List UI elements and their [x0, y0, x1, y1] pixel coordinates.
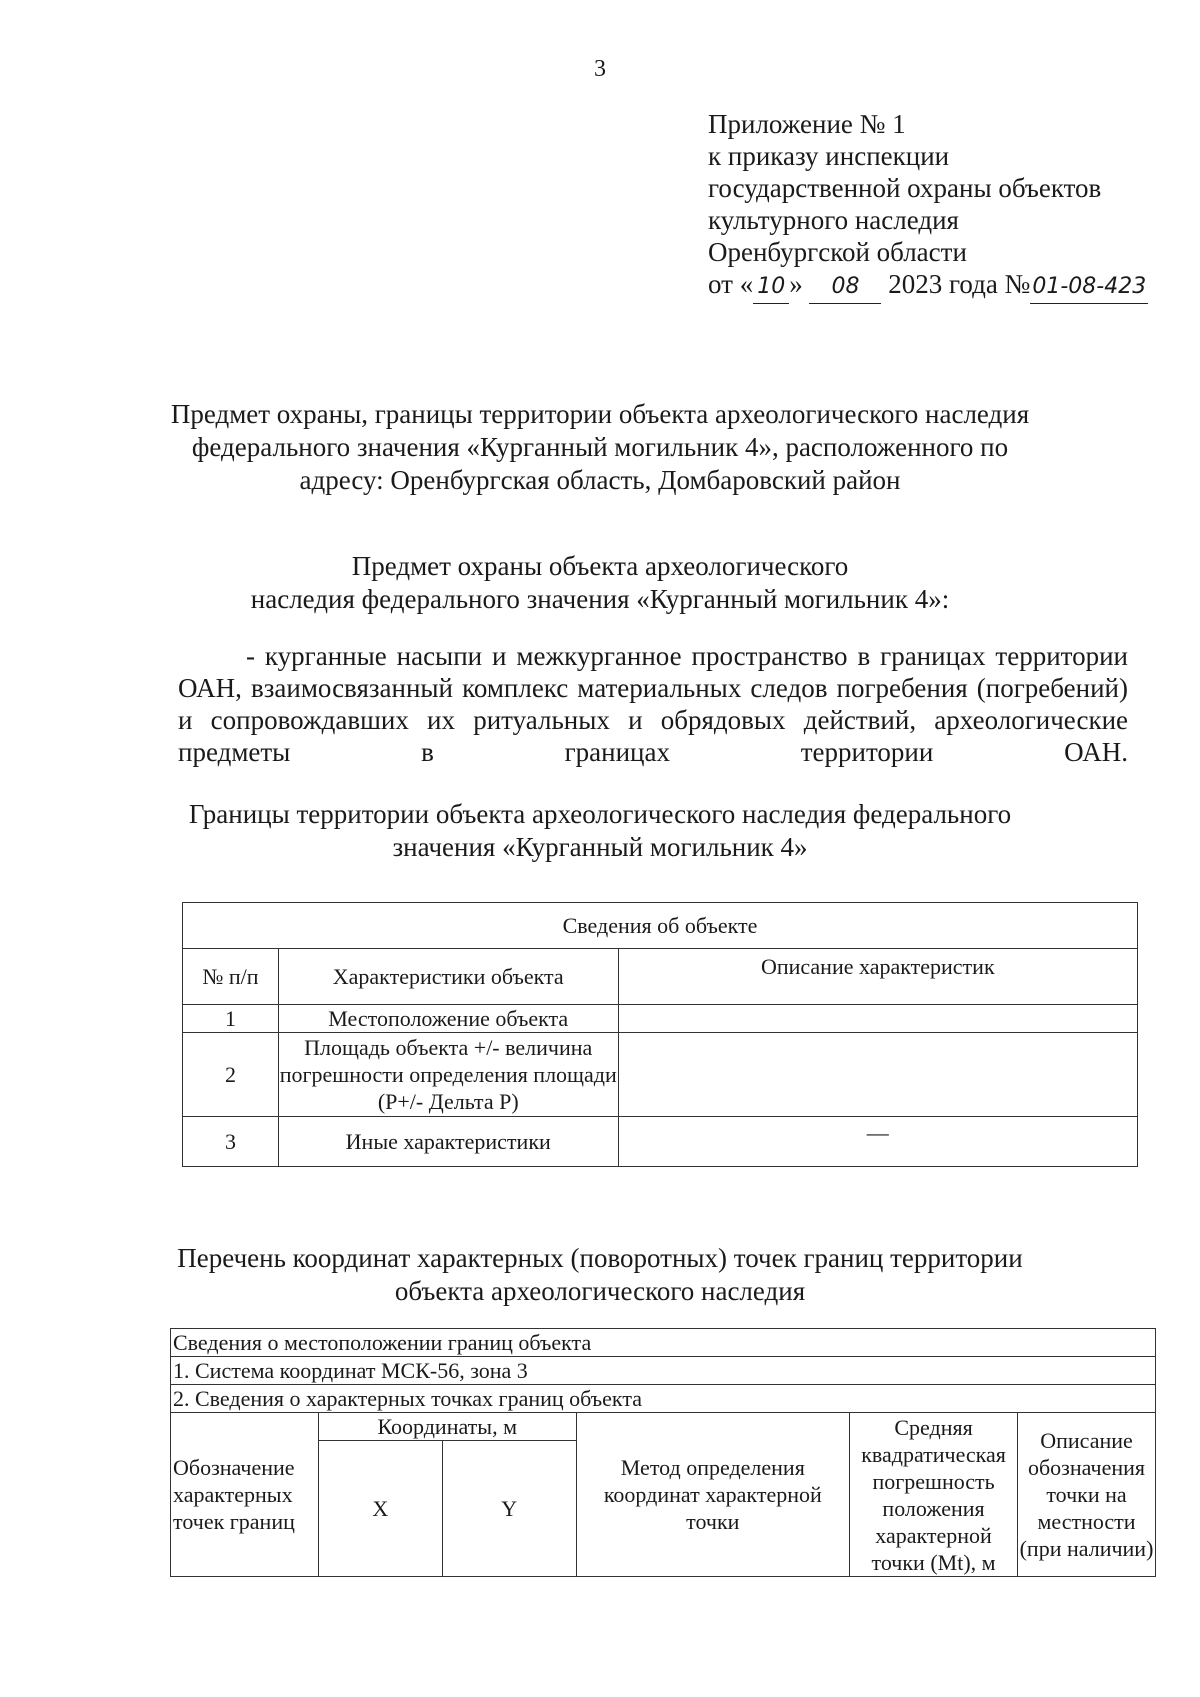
- heading-line: Перечень координат характерных (поворотных) точек границ территории: [177, 1243, 1023, 1273]
- header-method: Метод определения координат характерной точки: [576, 1413, 850, 1577]
- row-desc: [618, 1005, 1137, 1033]
- appendix-date-line: [708, 268, 1148, 304]
- heading-line: наследия федерального значения «Курганный могильник 4»:: [250, 584, 950, 614]
- date-prefix: от «: [708, 269, 754, 299]
- heading-line: объекта археологического наследия: [394, 1276, 806, 1306]
- date-day: 10: [753, 271, 789, 304]
- date-month: 08: [809, 271, 881, 304]
- header-point-designation: Обозначение характерных точек границ: [171, 1413, 319, 1577]
- coords-heading: [0, 1242, 1200, 1308]
- subject-heading: [0, 550, 1200, 616]
- row-desc: [618, 1033, 1137, 1117]
- title-line: федерального значения «Курганный могильник 4», расположенного по: [191, 432, 1009, 462]
- appendix-header: [708, 108, 1148, 304]
- appendix-line: Оренбургской области: [708, 237, 967, 267]
- appendix-line: Приложение № 1: [708, 109, 906, 139]
- row-num: 2: [183, 1033, 279, 1117]
- date-mid: »: [789, 269, 803, 299]
- header-num: № п/п: [183, 949, 279, 1005]
- main-title: [0, 398, 1200, 497]
- table-row: [183, 1005, 1138, 1033]
- object-table: [182, 902, 1138, 1167]
- appendix-line: государственной охраны объектов: [708, 173, 1102, 203]
- table-row: [183, 1117, 1138, 1167]
- coords-table: [170, 1328, 1156, 1577]
- header-y: Y: [442, 1441, 576, 1577]
- header-error: Средняя квадратическая погрешность положения характерной точки (Mt), м: [850, 1413, 1018, 1577]
- coords-row-location: Сведения о местоположении границ объекта: [171, 1329, 1156, 1357]
- subject-paragraph: - курганные насыпи и межкурганное пространство в границах территории ОАН, взаимосвязанный комплекс материальных следов погребения (погребений) и сопровождавших их ритуальных и обрядовых действий, археологические предметы в границах территории ОАН.: [178, 641, 1128, 767]
- heading-line: Предмет охраны объекта археологического: [351, 551, 849, 581]
- coords-row-points: 2. Сведения о характерных точках границ объекта: [171, 1385, 1156, 1413]
- object-table-caption: Сведения об объекте: [183, 903, 1138, 949]
- header-point-description: Описание обозначения точки на местности (при наличии): [1018, 1413, 1156, 1577]
- row-num: 3: [183, 1117, 279, 1167]
- header-x: X: [318, 1441, 442, 1577]
- row-name: Площадь объекта +/- величина погрешности определения площади (P+/- Дельта P): [278, 1033, 618, 1117]
- header-coordinates: Координаты, м: [318, 1413, 576, 1441]
- header-characteristics: Характеристики объекта: [278, 949, 618, 1005]
- title-line: Предмет охраны, границы территории объекта археологического наследия: [170, 399, 1030, 429]
- header-description: Описание характеристик: [618, 949, 1137, 1005]
- page-number: 3: [594, 56, 606, 82]
- heading-line: Границы территории объекта археологического наследия федерального: [188, 799, 1012, 829]
- row-name: Местоположение объекта: [278, 1005, 618, 1033]
- appendix-line: культурного наследия: [708, 205, 959, 235]
- table-row: [183, 1033, 1138, 1117]
- row-name: Иные характеристики: [278, 1117, 618, 1167]
- boundaries-heading: [0, 798, 1200, 864]
- order-number: 01-08-423: [1030, 271, 1148, 304]
- appendix-line: к приказу инспекции: [708, 141, 950, 171]
- coords-row-system: 1. Система координат МСК-56, зона 3: [171, 1357, 1156, 1385]
- row-num: 1: [183, 1005, 279, 1033]
- date-year: 2023 года №: [888, 269, 1031, 299]
- row-desc: —: [618, 1117, 1137, 1167]
- heading-line: значения «Курганный могильник 4»: [392, 832, 808, 862]
- title-line: адресу: Оренбургская область, Домбаровский район: [299, 465, 901, 495]
